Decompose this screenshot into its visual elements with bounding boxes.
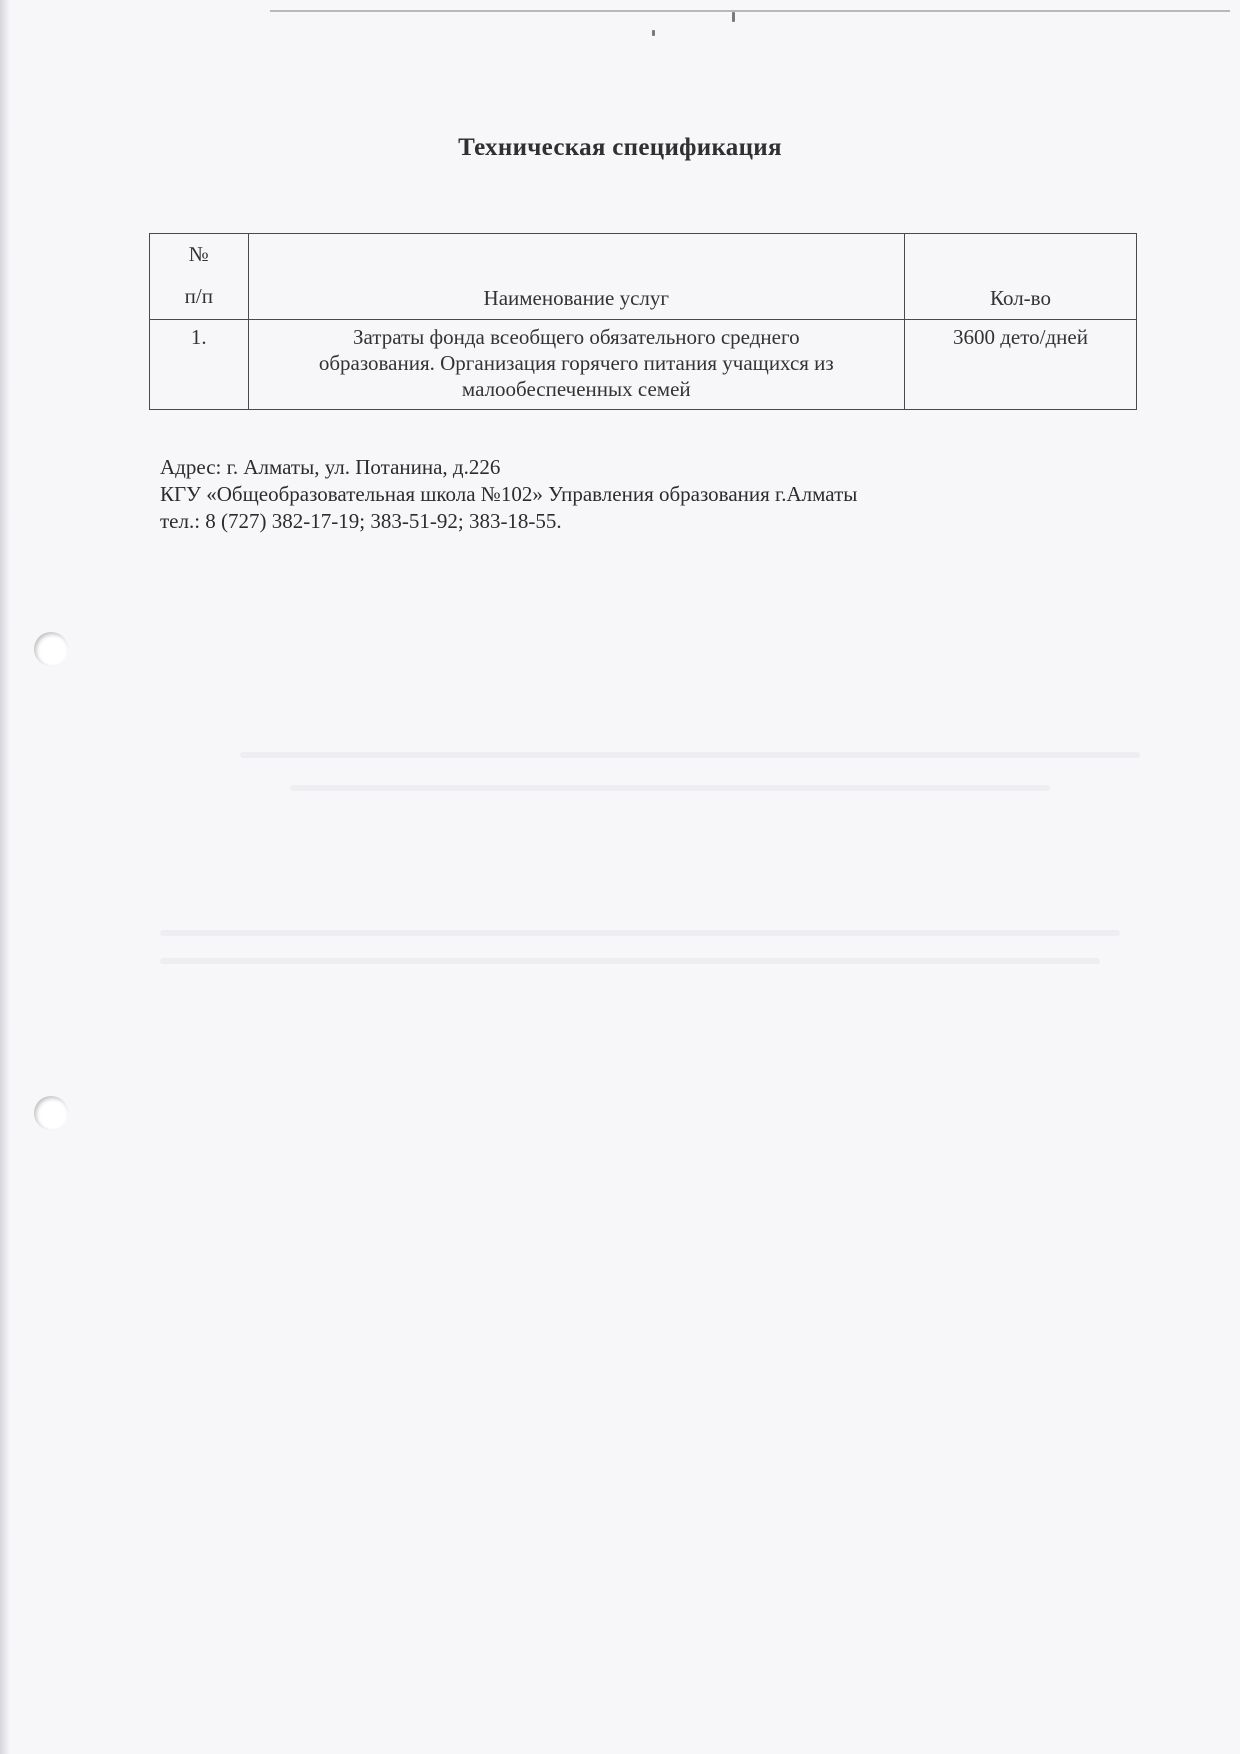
- header-number-symbol: №: [188, 242, 209, 266]
- address-block: [160, 454, 857, 535]
- scan-edge-shadow: [0, 0, 10, 1754]
- service-name-line: малообеспеченных семей: [461, 377, 691, 401]
- table-row: [150, 320, 1137, 410]
- bleed-through-mark: [160, 958, 1100, 964]
- bleed-through-mark: [240, 752, 1140, 758]
- scan-top-edge: [270, 10, 1230, 12]
- header-number: [150, 234, 249, 320]
- organization-line: КГУ «Общеобразовательная школа №102» Управления образования г.Алматы: [160, 482, 858, 506]
- scan-speck: [652, 30, 655, 36]
- punch-hole: [34, 1096, 68, 1130]
- scan-speck: [732, 12, 735, 22]
- row-quantity: 3600 дето/дней: [904, 320, 1136, 410]
- header-quantity: Кол-во: [904, 234, 1136, 320]
- page-title: Техническая спецификация: [458, 134, 782, 161]
- row-service-name: [248, 320, 904, 410]
- header-number-label: п/п: [184, 284, 213, 308]
- bleed-through-mark: [290, 785, 1050, 791]
- service-name-line: образования. Организация горячего питания учащихся из: [318, 351, 834, 375]
- address-line: Адрес: г. Алматы, ул. Потанина, д.226: [160, 455, 501, 479]
- header-service-name: Наименование услуг: [248, 234, 904, 320]
- table-header-row: [150, 234, 1137, 320]
- bleed-through-mark: [160, 930, 1120, 936]
- specification-table: [149, 233, 1137, 410]
- row-number: 1.: [150, 320, 249, 410]
- punch-hole: [34, 632, 68, 666]
- service-name-line: Затраты фонда всеобщего обязательного среднего: [352, 325, 800, 349]
- phone-line: тел.: 8 (727) 382-17-19; 383-51-92; 383-18-55.: [160, 509, 562, 533]
